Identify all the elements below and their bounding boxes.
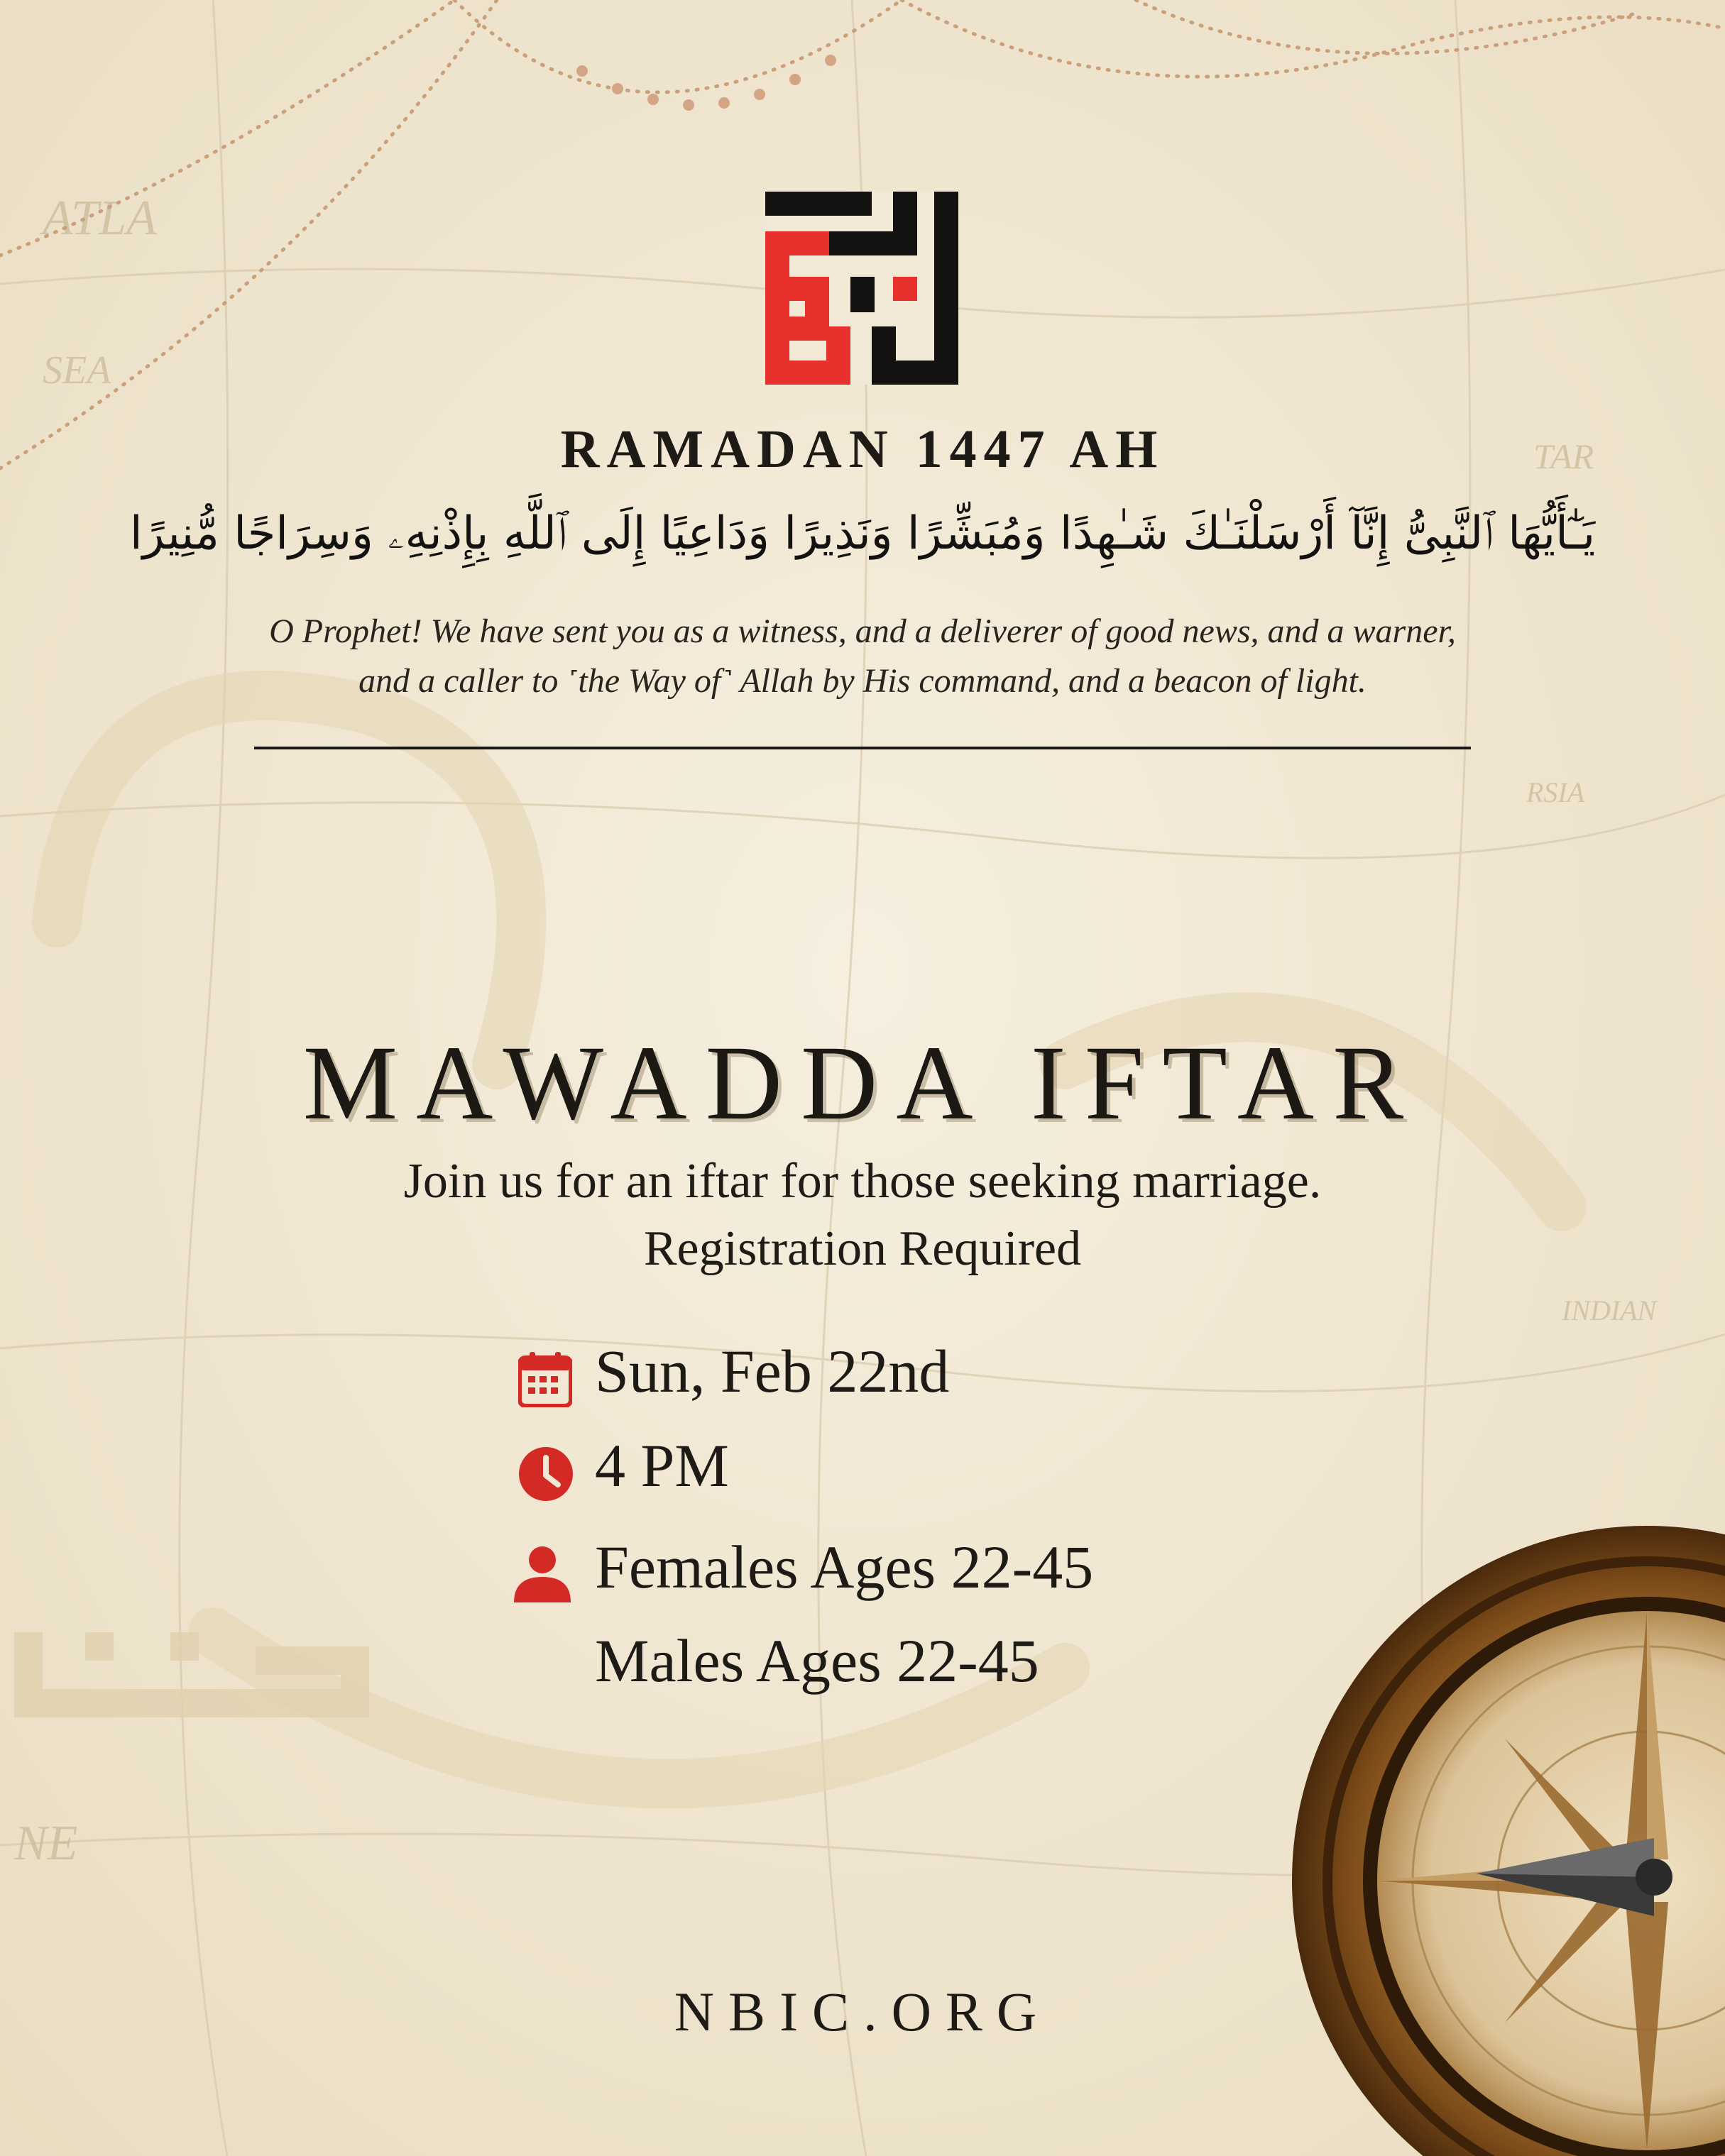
registration-note: Registration Required xyxy=(643,1221,1082,1276)
eligibility-males: Males Ages 22-45 xyxy=(595,1627,1039,1695)
event-date: Sun, Feb 22nd xyxy=(595,1337,950,1405)
ramadan-heading: RAMADAN 1447 AH xyxy=(560,419,1165,479)
svg-text:SEA: SEA xyxy=(43,348,111,392)
svg-text:RSIA: RSIA xyxy=(1526,776,1585,808)
event-time: 4 PM xyxy=(595,1431,729,1500)
verse-translation-line-1: O Prophet! We have sent you as a witness, and a deliverer of good news, and a warner, xyxy=(269,612,1456,650)
person-icon xyxy=(513,1546,572,1602)
svg-text:NE: NE xyxy=(14,1816,78,1871)
event-title: MAWADDA IFTAR xyxy=(302,1024,1423,1142)
arabic-verse: يَـٰٓأَيُّهَا ٱلنَّبِىُّ إِنَّآ أَرْسَلْنَـٰكَ شَـٰهِدًا وَمُبَشِّرًا وَنَذِيرًا وَدَاعِيًا إِلَى ٱللَّهِ بِإِذْنِهِۦ وَسِرَاجًا مُّنِيرًا xyxy=(129,507,1596,560)
svg-text:TAR: TAR xyxy=(1533,436,1594,476)
calendar-icon xyxy=(518,1352,572,1407)
divider xyxy=(254,747,1471,749)
website-link[interactable]: NBIC.ORG xyxy=(674,1981,1051,2042)
clock-icon xyxy=(518,1446,574,1502)
svg-text:INDIAN: INDIAN xyxy=(1562,1294,1657,1326)
event-description: Join us for an iftar for those seeking marriage. xyxy=(403,1154,1322,1209)
eligibility-females: Females Ages 22-45 xyxy=(595,1533,1094,1601)
verse-translation-line-2: and a caller to ˹the Way of˺ Allah by His command, and a beacon of light. xyxy=(358,662,1367,700)
svg-text:ATLA: ATLA xyxy=(43,191,157,246)
nbic-kufic-logo xyxy=(765,192,958,385)
